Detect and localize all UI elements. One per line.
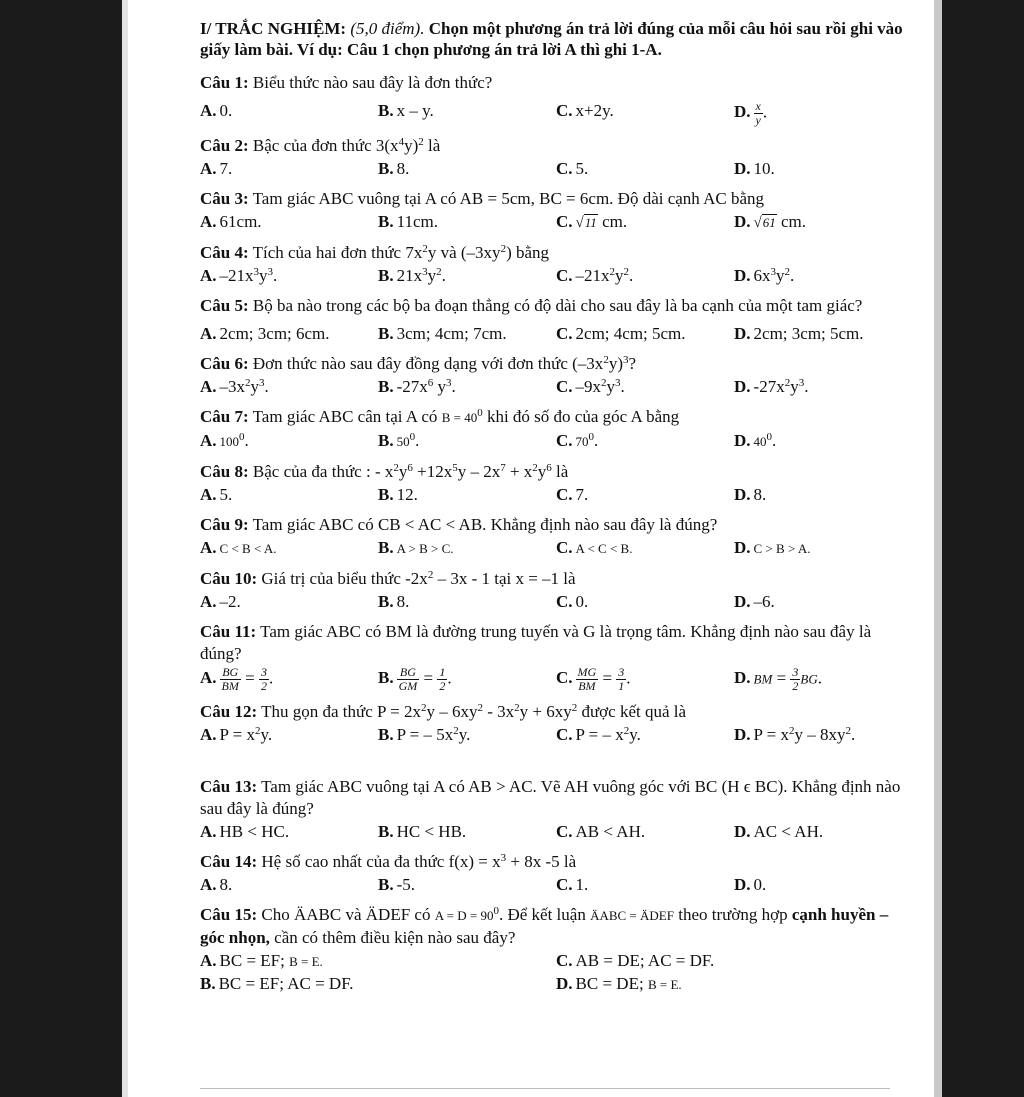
option-b: B. 8. <box>378 592 410 611</box>
option-c: C. AB < AH. <box>556 822 646 841</box>
option-b: B. 3cm; 4cm; 7cm. <box>378 324 507 343</box>
question-8: Câu 8: Bậc của đa thức : - $x^2y^6 +12x^5y - 2x^7 + x^2y^6$ là A. 5. B. 12. C. 7. D. 8. <box>200 461 912 506</box>
option-a: A. HB < HC. <box>200 822 290 841</box>
part-title: I/ TRẮC NGHIỆM: <box>200 19 347 38</box>
option-d: D. C > B > A. <box>734 538 811 557</box>
option-d: D. √61 cm. <box>734 212 807 231</box>
option-b: B. P = – $5x^2y$. <box>378 725 471 744</box>
option-c: C. √11 cm. <box>556 212 628 231</box>
question-5: Câu 5: Bộ ba nào trong các bộ ba đoạn thẳng có độ dài cho sau đây là ba cạnh của một tam giác? A. 2cm; 3cm; 6cm. B. 3cm; 4cm; 7cm. C. 2cm; 4cm; 5cm. D. 2cm; 3cm; 5cm. <box>200 295 912 345</box>
option-b: B. -5. <box>378 875 416 894</box>
question-9: Câu 9: Tam giác ABC có CB < AC < AB. Khẳng định nào sau đây là đúng? A. C < B < A. B. A > B > C. C. A < C < B. D. C > B > A. <box>200 514 912 560</box>
option-b: B. A > B > C. <box>378 538 454 557</box>
question-14: Câu 14: Hệ số cao nhất của đa thức $f(x) = x^3 + 8x$ -5 là A. 8. B. -5. C. 1. D. 0. <box>200 851 912 896</box>
option-c: C. 1. <box>556 875 589 894</box>
option-c: C. A < C < B. <box>556 538 633 557</box>
question-13: Câu 13: Tam giác ABC vuông tại A có AB > AC. Vẽ AH vuông góc với BC (H ϵ BC). Khẳng định nào sau đây là đúng? A. HB < HC. B. HC < HB. C. AB < AH. D. AC < AH. <box>200 776 912 843</box>
option-b: B. $\frac{BG}{GM}$ = $\frac{1}{2}$ . <box>378 665 452 693</box>
bottom-divider <box>200 1088 890 1089</box>
option-a: A. 7. <box>200 159 233 178</box>
question-7: Câu 7: Tam giác ABC cân tại A có $B = 40^0$ khi đó số đo của góc A bằng A. $100^0$. B. $50^0$. C. $70^0$. D. $40^0$. <box>200 406 912 453</box>
option-d: D. BC = DE; B = E. <box>556 974 682 993</box>
option-c: C. AB = DE; AC = DF. <box>556 951 715 970</box>
question-1: Câu 1: Biểu thức nào sau đây là đơn thức? A. 0. B. x – y. C. x+2y. D. $\frac{x}{y}$ . <box>200 72 912 127</box>
option-d: D. $P = x^2y - 8xy^2$. <box>734 725 856 744</box>
option-c: C. $-21x^2y^2$. <box>556 266 634 285</box>
exam-content <box>200 18 912 1004</box>
option-d: D. $\frac{x}{y}$ . <box>734 99 768 127</box>
option-b: B. $21x^3y^2$. <box>378 266 446 285</box>
option-d: D. $40^0$. <box>734 431 777 450</box>
question-6: Câu 6: Đơn thức nào sau đây đồng dạng với đơn thức $(-3x^2y)^3$? A. $-3x^2y^3$. B. $-27x^6$ $y^3$. C. $-9x^2y^3$. D. $-27x^2y^3$. <box>200 353 912 398</box>
option-c: C. 2cm; 4cm; 5cm. <box>556 324 686 343</box>
option-b: B. $-27x^6$ $y^3$. <box>378 377 456 396</box>
part-instruction: Chọn một phương án trả lời đúng của mỗi câu hỏi sau rồi ghi vào giấy làm bài. Ví dụ: Câu 1 chọn phương án trả lời A thì ghi 1-A. <box>200 19 903 59</box>
option-a: A. 2cm; 3cm; 6cm. <box>200 324 330 343</box>
option-c: C. $70^0$. <box>556 431 599 450</box>
option-b: B. $50^0$. <box>378 431 420 450</box>
option-d: D. –6. <box>734 592 775 611</box>
option-c: C. $\frac{MG}{BM}$ = $\frac{3}{1}$ . <box>556 665 631 693</box>
option-d: D. BM = $\frac{3}{2}$ BG. <box>734 665 822 693</box>
option-c: C. 0. <box>556 592 589 611</box>
question-15: Câu 15: Cho ÄABC và ÄDEF có $A = D = 90^0$. Để kết luận ÄABC = ÄDEF theo trường hợp cạnh huyền – góc nhọn, cần có thêm điều kiện nào sau đây? A. BC = EF; B = E. C. AB = DE; AC = DF. B. BC = EF; AC = DF. D. BC = DE; B = E. <box>200 904 912 996</box>
option-d: D. 2cm; 3cm; 5cm. <box>734 324 864 343</box>
question-2: Câu 2: Bậc của đơn thức $3(x^4y)^2$ là A. 7. B. 8. C. 5. D. 10. <box>200 135 912 180</box>
option-a: A. $\frac{BG}{BM}$ = $\frac{3}{2}$ . <box>200 665 274 693</box>
option-c: C. P = – $x^2y$. <box>556 725 641 744</box>
option-c: C. x+2y. <box>556 101 614 120</box>
option-d: D. 0. <box>734 875 767 894</box>
option-d: D. $-27x^2y^3$. <box>734 377 809 396</box>
page-shadow-right <box>934 0 942 1097</box>
option-c: C. $-9x^2y^3$. <box>556 377 625 396</box>
option-d: D. AC < AH. <box>734 822 824 841</box>
option-a: A. $100^0$. <box>200 431 249 450</box>
option-b: B. 11cm. <box>378 212 438 231</box>
option-b: B. HC < HB. <box>378 822 467 841</box>
question-3: Câu 3: Tam giác ABC vuông tại A có AB = 5cm, BC = 6cm. Độ dài cạnh AC bằng A. 61cm. B. 11cm. C. √11 cm. D. √61 cm. <box>200 188 912 234</box>
option-a: A. $-21x^3y^3$. <box>200 266 278 285</box>
option-a: A. 61cm. <box>200 212 262 231</box>
option-d: D. 10. <box>734 159 775 178</box>
option-a: A. BC = EF; B = E. <box>200 951 323 970</box>
option-a: A. C < B < A. <box>200 538 277 557</box>
question-12: Câu 12: Thu gọn đa thức $P = 2x^2y - 6xy^2 - 3x^2y + 6xy^2$ được kết quả là A. $P = x^2y$. B. P = – $5x^2y$. C. P = – $x^2y$. D. $P = x^2y - 8xy^2$. <box>200 701 912 746</box>
option-b: B. x – y. <box>378 101 434 120</box>
option-c: C. 7. <box>556 485 589 504</box>
section-header <box>200 18 912 60</box>
option-b: B. 12. <box>378 485 418 504</box>
option-d: D. 8. <box>734 485 767 504</box>
question-11: Câu 11: Tam giác ABC có BM là đường trung tuyến và G là trọng tâm. Khẳng định nào sau đây là đúng? A. $\frac{BG}{BM}$ = $\frac{3}{2}$ . B. $\frac{BG}{GM}$ = $\frac{1}{2}$ . C. $\frac{MG}{BM}$ = $\frac{3}{1}$ . D. BM = $\frac{3}{2}$ BG. <box>200 621 912 693</box>
option-c: C. 5. <box>556 159 589 178</box>
option-a: A. 0. <box>200 101 233 120</box>
option-a: A. $-3x^2y^3$. <box>200 377 269 396</box>
exam-page <box>128 0 934 1097</box>
option-a: A. $P = x^2y$. <box>200 725 273 744</box>
option-b: B. BC = EF; AC = DF. <box>200 974 354 993</box>
option-d: D. $6x^3y^2$. <box>734 266 795 285</box>
option-b: B. 8. <box>378 159 410 178</box>
option-a: A. 5. <box>200 485 233 504</box>
question-4: Câu 4: Tích của hai đơn thức $7x^2y$ và $(-3xy^2)$ bằng A. $-21x^3y^3$. B. $21x^3y^2$. C. $-21x^2y^2$. D. $6x^3y^2$. <box>200 242 912 287</box>
option-a: A. 8. <box>200 875 233 894</box>
part-points: (5,0 điểm). <box>350 19 425 38</box>
option-a: A. –2. <box>200 592 241 611</box>
question-10: Câu 10: Giá trị của biểu thức $-2x^2 - 3x - 1$ tại x = –1 là A. –2. B. 8. C. 0. D. –6. <box>200 568 912 613</box>
